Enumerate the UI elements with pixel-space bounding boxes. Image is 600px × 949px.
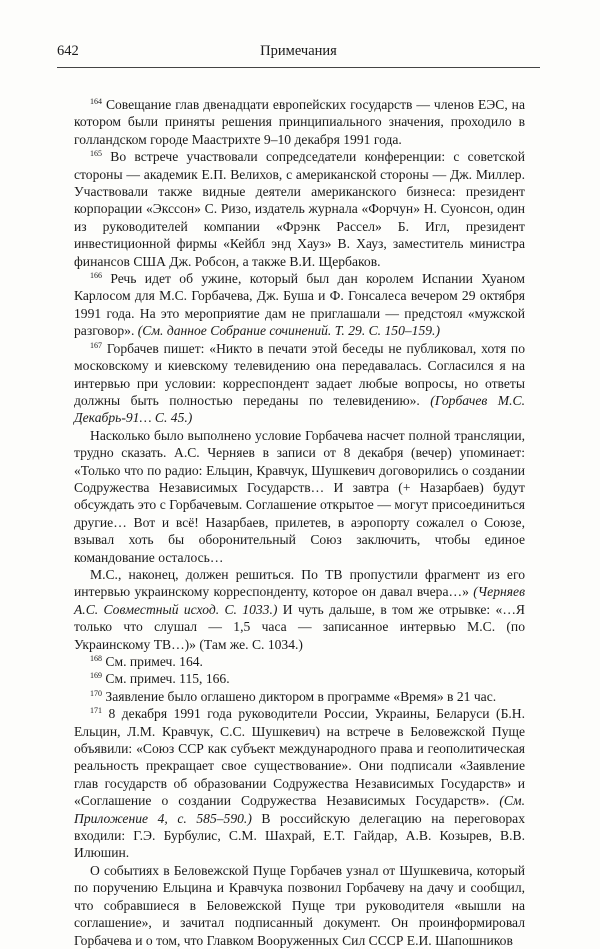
page-number: 642	[57, 43, 79, 59]
note-number: 171	[90, 706, 102, 716]
note-number: 169	[90, 671, 102, 681]
note-text: Насколько было выполнено условие Горбачева насчет полной трансляции, трудно сказать. А.С. Черняев в записи от 8 декабря (вечер) упоминает: «Только что по радио: Ельцин, Кравчук, Шушкевич договорились о создании Содружества Независимых Государств… И завтра (+ Назарбаев) будут обсуждать это с Горбачевым. Соглашение открытое — могут присоединиться другие… Вот и всё! Назарбаев, прилетев, в аэропорту сожалел о Союзе, взывал хоть бы оборонительный Союз заключить, чтобы единое командование осталось…	[74, 427, 525, 565]
note-number: 164	[90, 97, 102, 106]
note-165	[74, 148, 525, 270]
note-166	[74, 270, 525, 340]
notes-body	[74, 96, 525, 949]
header-rule	[57, 67, 540, 68]
note-number: 167	[90, 340, 102, 350]
note-171	[74, 705, 525, 862]
note-text-after: И чуть дальше, в том же отрывке: «…Я только что слушал — 1,5 часа — записанное интервью М.С. (по Украинскому ТВ…)» (Там же. С. 1034.)	[74, 601, 525, 652]
note-citation: (См. данное Собрание сочинений. Т. 29. С. 150–159.)	[134, 323, 440, 339]
note-number: 168	[90, 654, 102, 663]
note-170	[74, 688, 525, 705]
note-text: М.С., наконец, должен решиться. По ТВ пропустили фрагмент из его интервью украинскому корреспонденту, которое он давал вчера…»	[74, 566, 525, 600]
note-text: Речь идет об ужине, который был дан королем Испании Хуаном Карлосом для М.С. Горбачева, Дж. Буша и Ф. Гонсалеса вечером 29 октября 1991 года. На это мероприятие дам не приглашали — предстоял «мужской разговор».	[74, 271, 525, 339]
note-text-after: В российскую делегацию на переговорах входили: Г.Э. Бурбулис, С.М. Шахрай, Е.Т. Гайдар, А.В. Козырев, В.В. Илюшин.	[74, 810, 525, 861]
note-text: См. примеч. 164.	[105, 654, 203, 669]
note-citation: (См. Приложение 4, с. 585–590.)	[74, 793, 525, 826]
running-title: Примечания	[260, 43, 337, 59]
note-number: 165	[90, 149, 102, 159]
note-171-continued	[74, 862, 525, 949]
note-text: См. примеч. 115, 166.	[105, 671, 230, 687]
note-text: Заявление было оглашено диктором в программе «Время» в 21 час.	[105, 688, 497, 704]
note-167-continued-1	[74, 427, 525, 566]
note-167	[74, 340, 525, 427]
note-164	[74, 96, 525, 148]
note-text: О событиях в Беловежской Пуще Горбачев узнал от Шушкевича, который по поручению Ельцина и Кравчука позвонил Горбачеву на дачу и сообщил, что собравшиеся в Беловежской Пуще три руководителя «вышли на соглашение», и зачитал подписанный документ. Он проинформировал Горбачева и о том, что Главком Вооруженных Сил СССР Е.И. Шапошников	[74, 862, 525, 948]
note-citation: (Черняев А.С. Совместный исход. С. 1033.)	[74, 584, 525, 617]
note-number: 170	[90, 688, 102, 698]
note-168	[74, 653, 525, 670]
note-167-continued-2	[74, 566, 525, 653]
note-text: Горбачев пишет: «Никто в печати этой беседы не публиковал, хотя по московскому и киевскому телевидению она передавалась. Согласился я на интервью при условии: корреспондент задает любые вопросы, но ответы должны быть полностью переданы по телевидению».	[74, 340, 526, 408]
page-header	[57, 41, 540, 61]
note-text: 8 декабря 1991 года руководители России, Украины, Беларуси (Б.Н. Ельцин, Л.М. Кравчук, С.С. Шушкевич) на встрече в Беловежской Пуще объявили: «Союз ССР как субъект международного права и геополитическая реальность прекращает свое существование». Они подписали «Заявление глав государств об образовании Содружества Независимых Государств» и «Соглашение о создании Содружества Независимых Государств».	[74, 706, 525, 809]
note-text: Совещание глав двенадцати европейских государств — членов ЕЭС, на котором были приняты решения принципиального значения, проходило в голландском городе Маастрихте 9–10 декабря 1991 года.	[74, 97, 525, 147]
note-169	[74, 670, 525, 687]
note-citation: (Горбачев М.С. Декабрь-91… С. 45.)	[74, 392, 525, 426]
note-text: Во встрече участвовали сопредседатели конференции: с советской стороны — академик Е.П. Велихов, с американской стороны — Дж. Миллер. Участвовали также видные деятели американского бизнеса: президент корпорации «Экссон» С. Ризо, издатель журнала «Форчун» Н. Суонсон, один из руководителей компании «Фрэнк Рассел» Б. Игл, президент инвестиционной фирмы «Кейбл энд Хауз» В. Хауз, заместитель министра финансов США Дж. Робсон, а также В.И. Щербаков.	[74, 149, 525, 269]
note-number: 166	[90, 271, 102, 281]
